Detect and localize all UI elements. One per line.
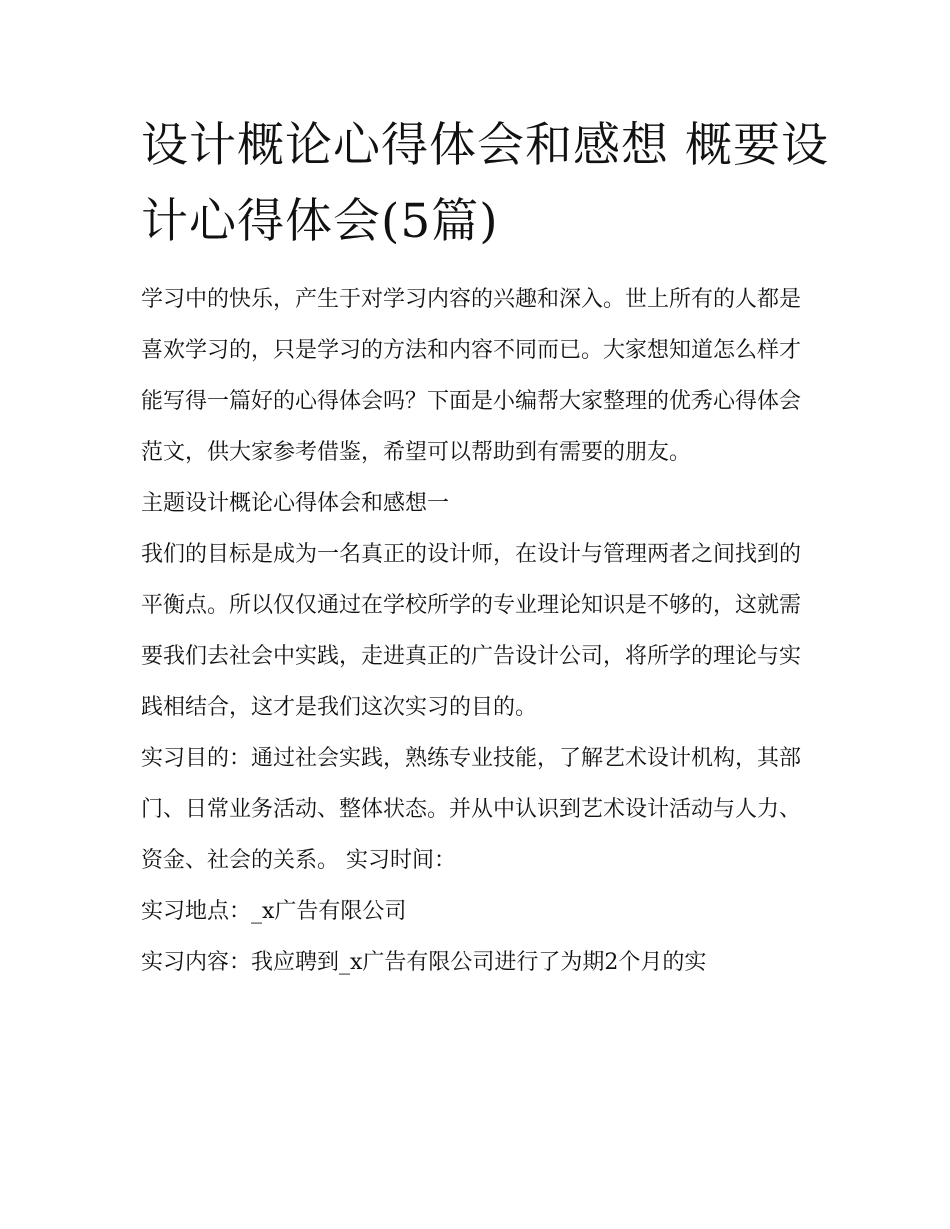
body-paragraph: 实习地点：_x广告有限公司 [141,899,407,924]
body-paragraph: 实习内容：我应聘到_x广告有限公司进行了为期2个月的实 [141,950,707,975]
document-title: 设计概论心得体会和感想 概要设计心得体会(5篇) [141,118,829,249]
body-paragraph: 我们的目标是成为一名真正的设计师，在设计与管理两者之间找到的平衡点。所以仅仅通过在学校所学的专业理论知识是不够的，这就需要我们去社会中实践，走进真正的广告设计公司，将所学的理论与实践相结合，这才是我们这次实习的目的。 [141,542,802,720]
document-body [141,274,817,988]
intro-paragraph: 学习中的快乐，产生于对学习内容的兴趣和深入。世上所有的人都是喜欢学习的，只是学习的方法和内容不同而已。大家想知道怎么样才能写得一篇好的心得体会吗？下面是小编帮大家整理的优秀心得体会范文，供大家参考借鉴，希望可以帮助到有需要的朋友。 [141,287,802,465]
body-paragraph: 实习目的：通过社会实践，熟练专业技能，了解艺术设计机构，其部门、日常业务活动、整体状态。并从中认识到艺术设计活动与人力、资金、社会的关系。 实习时间： [141,746,802,873]
section-heading: 主题设计概论心得体会和感想一 [141,491,450,516]
